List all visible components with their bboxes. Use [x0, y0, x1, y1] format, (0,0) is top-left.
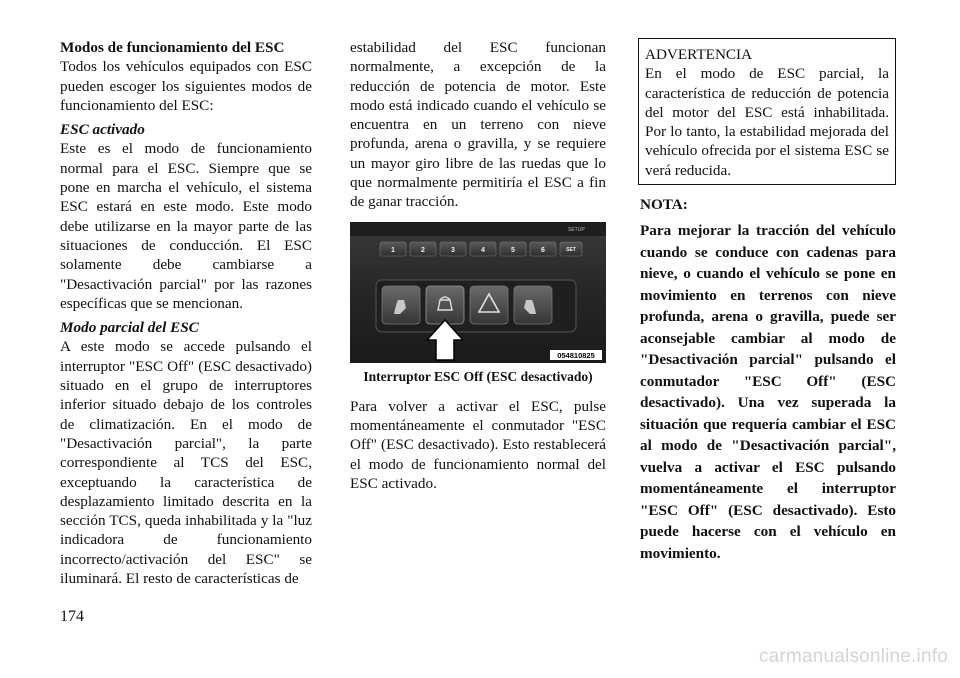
esc-switch-figure	[350, 222, 606, 363]
figure-caption: Interruptor ESC Off (ESC desactivado)	[363, 368, 593, 384]
column-right	[640, 38, 896, 564]
radio-preset-label: 5	[511, 246, 515, 254]
radio-preset-label: 2	[421, 246, 425, 254]
mode-partial-title: Modo parcial del ESC	[60, 319, 199, 337]
warning-box	[638, 38, 896, 185]
setup-label: SETUP	[568, 226, 585, 233]
column-middle	[350, 38, 606, 493]
watermark: carmanualsonline.info	[758, 646, 948, 667]
warning-title: ADVERTENCIA	[645, 46, 753, 63]
warning-text: En el modo de ESC parcial, la característica de reducción de potencia del motor del ESC está inhabilitada. Por lo tanto, la estabilidad mejorada del vehículo ofrecida por el sistema ESC se verá reducida.	[645, 65, 889, 179]
image-code-label: 054810825	[557, 350, 595, 360]
reactivate-paragraph: Para volver a activar el ESC, pulse momentáneamente el conmutador "ESC Off" (ESC desactivado). Esto restablecerá el modo de funcionamiento normal del ESC activado.	[350, 397, 606, 492]
hazard-button[interactable]	[470, 286, 508, 324]
note-text: Para mejorar la tracción del vehículo cuando se conduce con cadenas para nieve, o cuando el vehículo se pone en movimiento en terrenos con nieve profunda, arena o gravilla, puede ser aconsejable cambiar al modo de "Desactivación parcial" pulsando el conmutador "ESC Off" (ESC desactivado). Una vez superada la situación que requería cambiar el ESC al modo de "Desactivación parcial", vuelva a activar el ESC pulsando momentáneamente el interruptor "ESC Off" (ESC desactivado). Esto puede hacerse con el vehículo en movimiento.	[640, 222, 896, 562]
mode-esc-on-title: ESC activado	[60, 121, 145, 139]
intro-paragraph: Todos los vehículos equipados con ESC pueden escoger los siguientes modos de funcionamiento del ESC:	[60, 58, 312, 114]
radio-preset-label: 3	[451, 246, 455, 254]
page-number: 174	[60, 608, 84, 625]
section-heading: Modos de funcionamiento del ESC	[60, 39, 285, 56]
column-left	[60, 38, 312, 588]
radio-set-label: SET	[566, 246, 576, 253]
dashboard-photo	[350, 222, 606, 363]
radio-preset-label: 6	[541, 246, 545, 254]
radio-preset-label: 1	[391, 246, 395, 254]
mode-esc-on-text: Este es el modo de funcionamiento normal para el ESC. Siempre que se pone en marcha el vehículo, el sistema ESC estará en este modo. Este modo debe utilizarse en la mayor parte de las situaciones de conducción. El ESC solamente debe cambiarse a "Desactivación parcial" por las razones específicas que se mencionan.	[60, 140, 312, 312]
mode-partial-text: A este modo se accede pulsando el interruptor "ESC Off" (ESC desactivado) situado en el grupo de interruptores inferior situado debajo de los controles de climatización. En el modo de "Desactivación parcial", la parte correspondiente al TCS del ESC, exceptuando la característica de desplazamiento limitado descrita en la sección TCS, queda inhabilitada y la "luz indicadora de funcionamiento incorrecto/activación del ESC" se iluminará. El resto de características de	[60, 338, 312, 588]
radio-preset-row	[380, 242, 582, 256]
continuation-paragraph: estabilidad del ESC funcionan normalmente, a excepción de la reducción de potencia de motor. Este modo está indicado cuando el vehículo se encuentra en un terreno con nieve profunda, arena o gravilla, y se requiere un mayor giro libre de las ruedas que lo que normalmente permitiría el ESC a fin de ganar tracción.	[350, 39, 606, 211]
radio-preset-label: 4	[481, 246, 485, 254]
esc-off-button[interactable]	[426, 286, 464, 324]
note-title: NOTA:	[640, 196, 688, 214]
